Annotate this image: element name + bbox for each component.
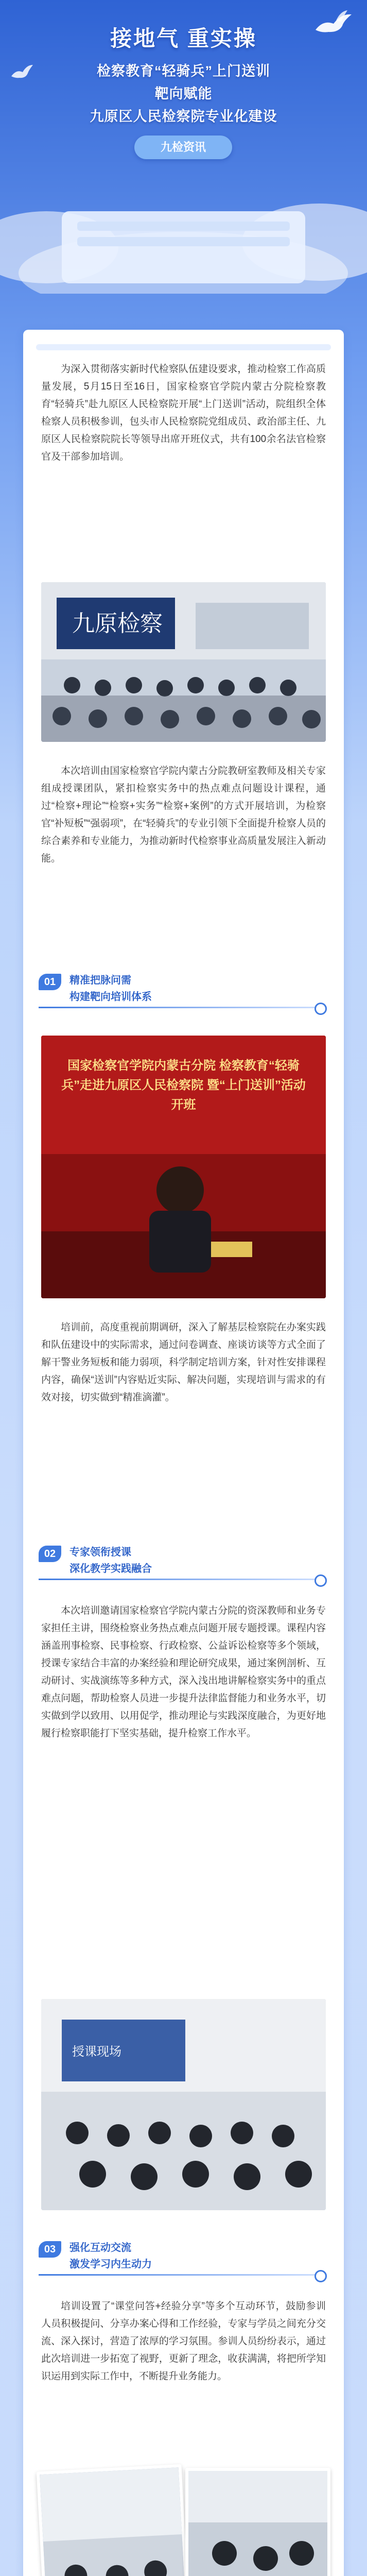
- section-header-03: [39, 2236, 327, 2287]
- page-subtitle-1: 检察教育“轻骑兵”上门送训: [97, 63, 270, 79]
- opening-ceremony-image: [41, 1036, 326, 1298]
- section-number: 03: [39, 2241, 61, 2258]
- source-badge: 九检资讯: [134, 135, 232, 159]
- section-02-body: 本次培训邀请国家检察官学院内蒙古分院的资深教师和业务专家担任主讲，围绕检察业务热点难点问题开展专题授课。课程内容涵盖刑事检察、民事检察、行政检察、公益诉讼检察等多个领域，授课专家结合丰富的办案经验和理论研究成果，通过案例剖析、互动研讨、实战演练等多种方式，深入浅出地讲解检察实务中的重点难点问题，帮助检察人员进一步提升法律监督能力和业务水平，切实做到学以致用、以用促学，推动理论与实践深度融合，为更好地履行检察职能打下坚实基础，提升检察工作水平。: [41, 1605, 326, 1739]
- section-title-1: 强化互动交流: [69, 2242, 131, 2253]
- page-subtitle-3: 九原区人民检察院专业化建设: [90, 109, 277, 124]
- photo-caption: 授课现场: [72, 2045, 121, 2059]
- collage-photo-1: [37, 2464, 191, 2576]
- intro-paragraph-2: 本次培训由国家检察官学院内蒙古分院教研室教师及相关专家组成授课团队，紧扣检察实务中的热点难点问题设计课程，通过“检察+理论”“检察+实务”“检察+案例”的方式开展培训，为检察官“补短板”“强弱项”，在“轻骑兵”的专业引领下全面提升检察人员的综合素养和专业能力，为推动新时代检察事业高质量发展注入新动能。: [41, 766, 326, 864]
- section-03-body: 培训设置了“课堂问答+经验分享”等多个互动环节，鼓励参训人员积极提问、分享办案心得和工作经验，专家与学员之间充分交流、深入探讨，营造了浓厚的学习氛围。参训人员纷纷表示，通过此次培训进一步拓宽了视野，更新了理念，收获满满，将把所学知识运用到实际工作中，不断提升业务能力。: [41, 2301, 326, 2382]
- page-subtitle-2: 靶向赋能: [154, 86, 213, 101]
- section-number: 01: [39, 974, 61, 990]
- section-rule: [39, 1007, 327, 1008]
- section-rule: [39, 2274, 327, 2276]
- meeting-photo-image: [41, 582, 326, 742]
- section-dot-icon: [314, 1574, 327, 1587]
- section-title-1: 精准把脉问需: [69, 975, 131, 986]
- section-title-2: 构建靶向培训体系: [69, 991, 152, 1003]
- section-dot-icon: [314, 1003, 327, 1015]
- page-title: 接地气 重实操: [110, 26, 257, 50]
- banner-text: 国家检察官学院内蒙古分院 检察教育“轻骑兵”走进九原区人民检察院 暨“上门送训”活动开班: [61, 1059, 306, 1112]
- collage-image-1: [40, 2467, 188, 2576]
- section-header-01: [39, 969, 327, 1020]
- section-number: 02: [39, 1546, 61, 1562]
- intro-paragraph-1: 为深入贯彻落实新时代检察队伍建设要求，推动检察工作高质量发展，5月15日至16日，国家检察官学院内蒙古分院检察教育“轻骑兵”赴九原区人民检察院开展“上门送训”活动，院组织全体检察人员积极参训，包头市人民检察院党组成员、政治部主任、九原区人民检察院院长等领导出席开班仪式，共有100余名法官检察官及干部参加培训。: [41, 364, 326, 462]
- section-rule: [39, 1579, 327, 1580]
- section-dot-icon: [314, 2270, 327, 2282]
- collage-photo-2: [185, 2468, 330, 2576]
- section-header-02: [39, 1540, 327, 1592]
- lecture-photo: [41, 1999, 326, 2210]
- divider: [36, 344, 331, 350]
- section-title-1: 专家领衔授课: [69, 1547, 131, 1558]
- section-title-2: 激发学习内生动力: [69, 2259, 152, 2270]
- meeting-photo: [41, 582, 326, 742]
- section-01-body: 培训前，高度重视前期调研，深入了解基层检察院在办案实践和队伍建设中的实际需求，通过问卷调查、座谈访谈等方式全面了解干警业务短板和能力弱项，科学制定培训方案，针对性安排课程内容，确保“送训”内容贴近实际、解决问题，实现培训与需求的有效对接，切实做到“精准滴灌”。: [41, 1322, 326, 1403]
- photo-caption: 九原检察: [72, 611, 163, 636]
- opening-ceremony-photo: [41, 1036, 326, 1298]
- collage-image-2: [188, 2471, 327, 2576]
- header-banner: [0, 0, 367, 289]
- section-title-2: 深化教学实践融合: [69, 1563, 152, 1574]
- lecture-image: [41, 1999, 326, 2210]
- cloud-decoration: [0, 170, 367, 294]
